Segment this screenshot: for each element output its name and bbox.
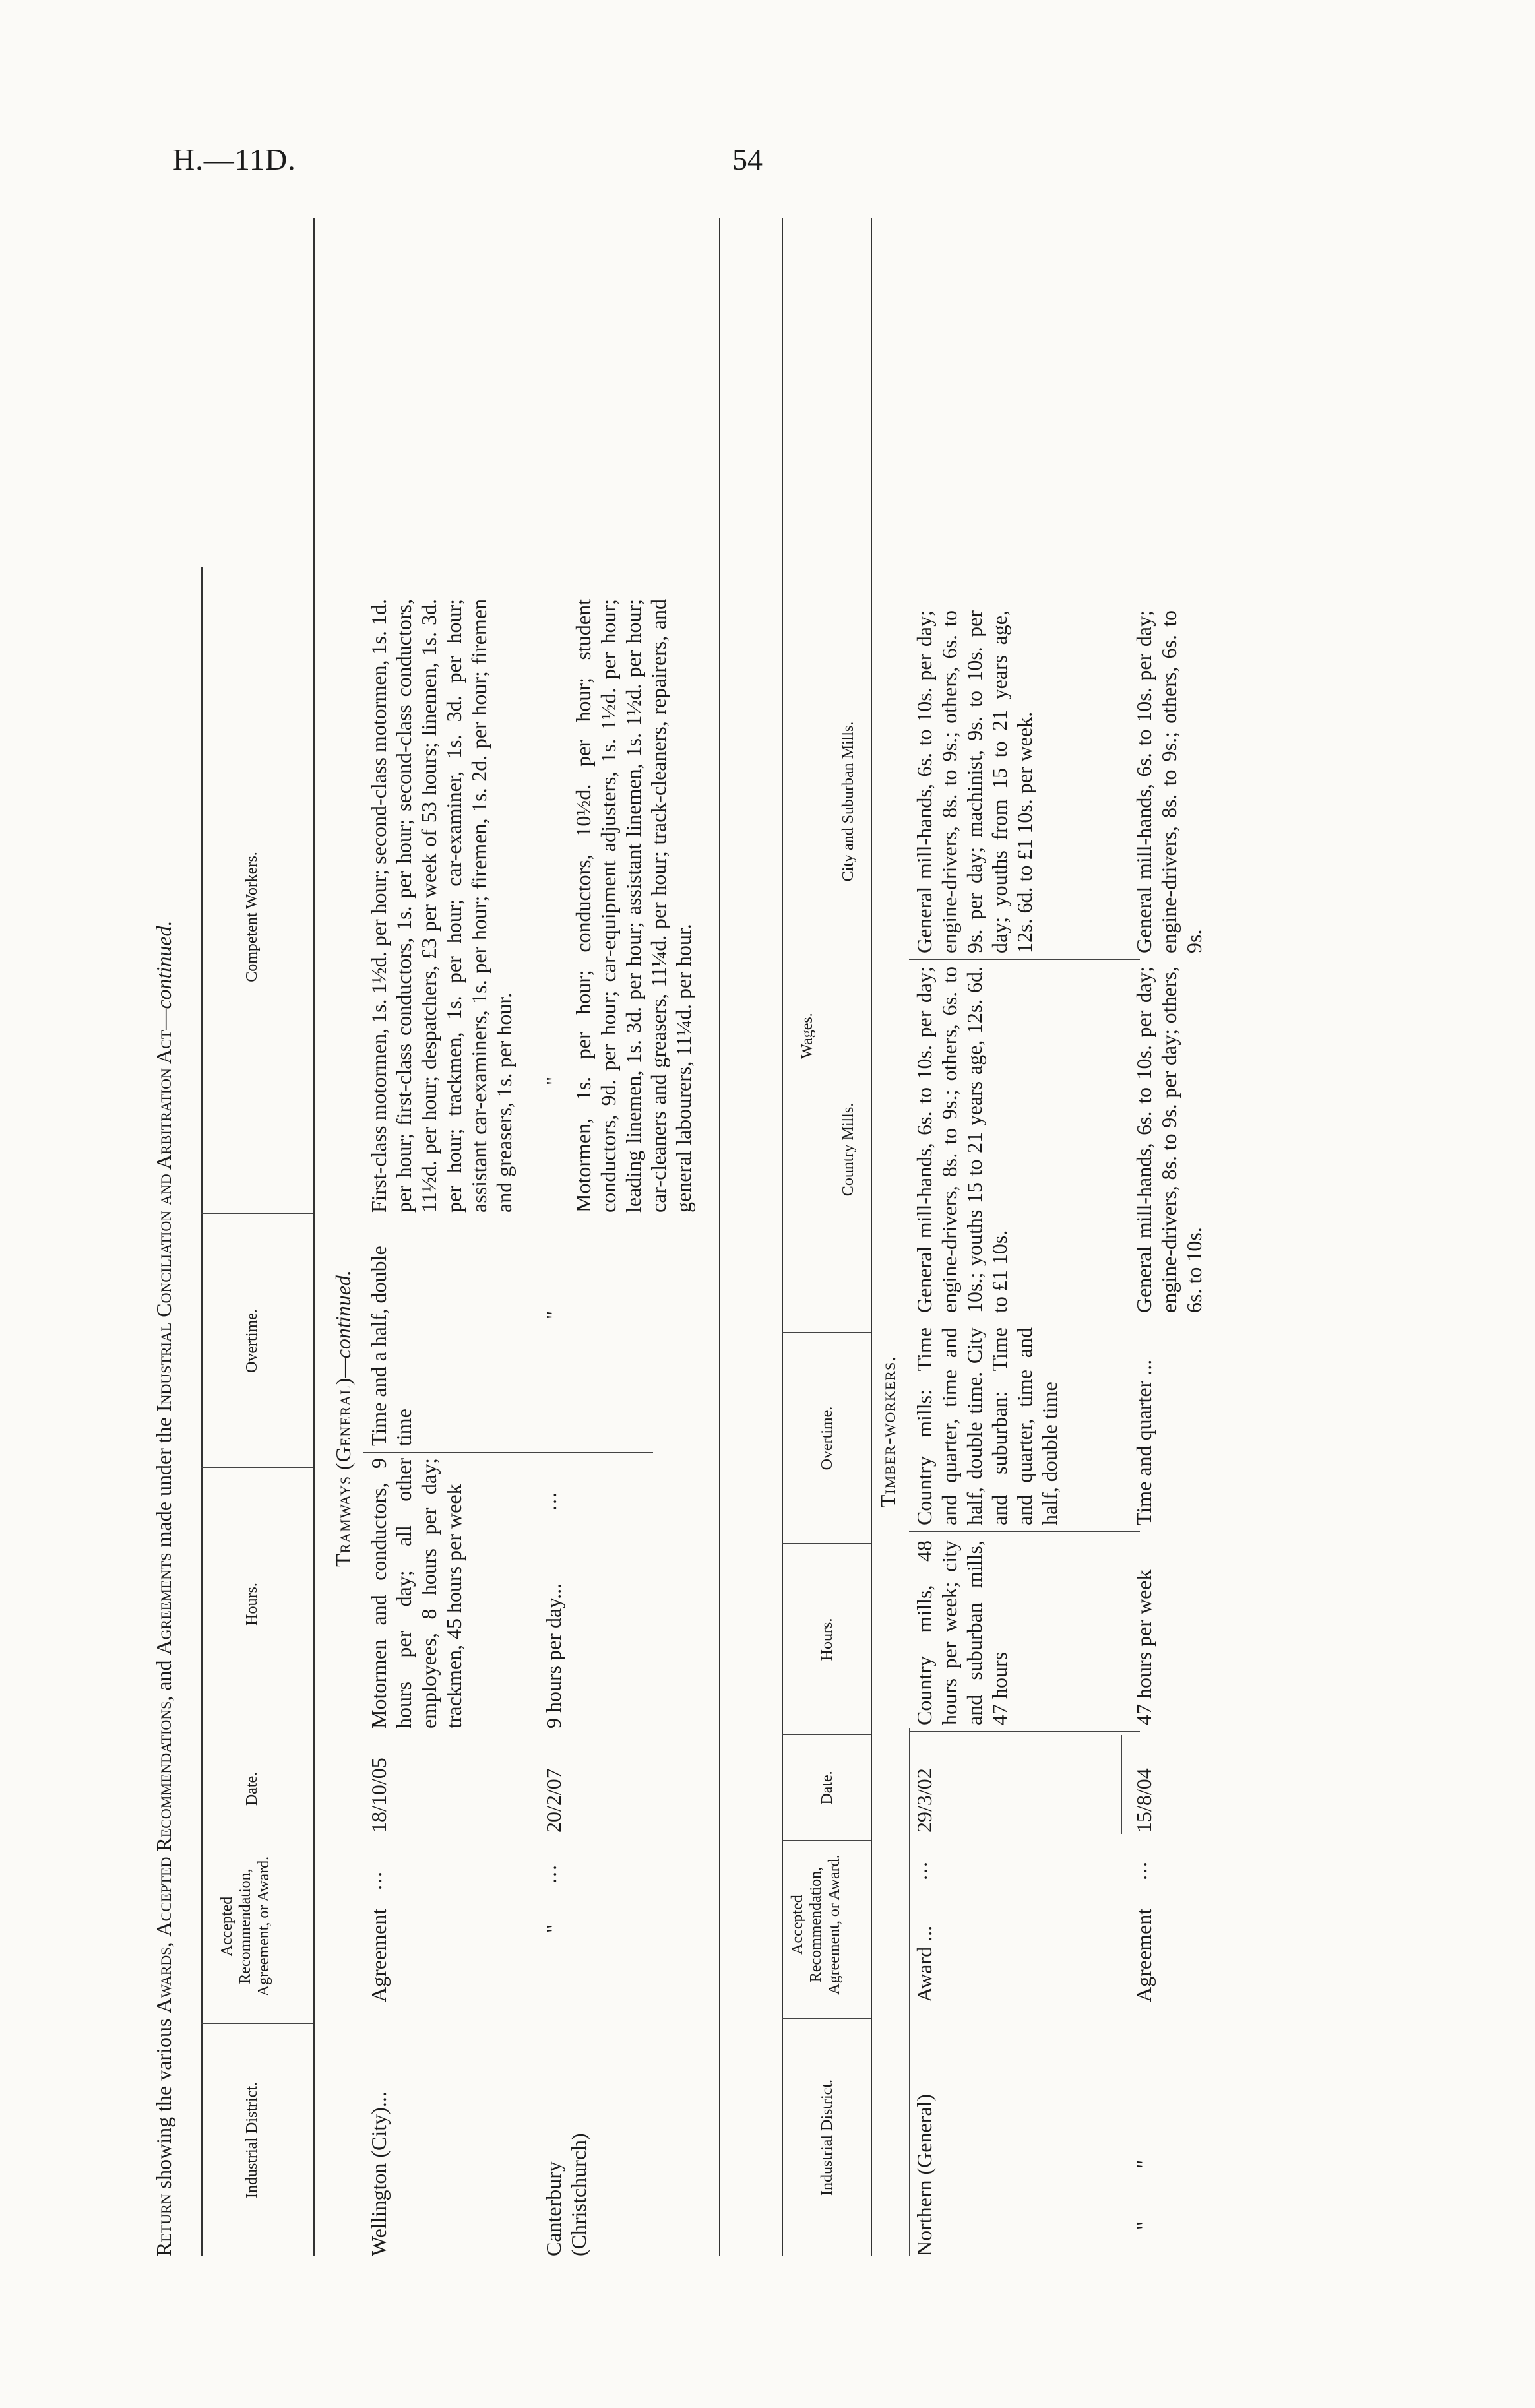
t1-row2-type: " — [542, 1924, 565, 1933]
t1-row2-overtime-mark: " — [542, 1076, 565, 1085]
t1-row1-hours: Motormen and conductors, 9 hours per day; all other employees, 8 hours per day; trackmen, 45 hours per week — [367, 1458, 466, 1728]
t2-row2-country: General mill-hands, 6s. to 10s. per day; engine-drivers, 8s. to 9s. per day; others, 6s. to 10s. — [1132, 966, 1206, 1313]
caption-act: Industrial Conciliation and Arbitration Act — [152, 1030, 175, 1412]
t2-row1-district: Northern (General) — [912, 2093, 936, 2256]
table1-top-rule — [201, 567, 203, 2256]
t2-body-div-4 — [909, 959, 1140, 960]
caption-and: , and — [152, 1655, 175, 1701]
table2-top-rule — [782, 218, 783, 2256]
t2-body-rule-b — [1121, 1735, 1122, 1834]
t2-row2-overtime: Time and quarter ... — [1132, 1359, 1156, 1525]
table2-header-rule — [871, 218, 872, 2256]
table1-bottom-rule — [719, 218, 720, 2256]
t1-row1-dots: ... — [362, 1870, 386, 1890]
t2-row2-district: " " — [1132, 2159, 1156, 2230]
t2-row1-overtime: Country mills: Time and quarter, time and half, double time. City and suburban: Time and quarter, time and half, double time — [912, 1327, 1061, 1525]
t2-header-country: Country Mills. — [840, 1102, 857, 1197]
page-series: H.—11D. — [173, 143, 296, 176]
t1-row1-overtime: Time and a half, double time — [367, 1246, 416, 1446]
t1-header-accepted: Accepted Recommendation, Agreement, or Award. — [218, 1856, 272, 1997]
t2-body-div-2 — [909, 1531, 1140, 1532]
section-timber-name: Timber-workers. — [876, 1355, 900, 1508]
t2-header-city: City and Suburban Mills. — [840, 721, 857, 882]
caption-dash: — — [152, 1009, 175, 1030]
t2-row1-country: General mill-hands, 6s. to 10s. per day; engine-drivers, 8s. to 9s.; others, 6s. to 10s.; youths 15 to 21 years age, 12s. 6d. to £1 10s. — [912, 966, 1011, 1313]
t1-row2-district: Canterbury (Christchurch) — [542, 2133, 590, 2256]
caption-accepted: Accepted Recommendations — [152, 1701, 175, 1937]
caption-awards: Awards — [152, 1947, 175, 2013]
t2-header-hours: Hours. — [819, 1618, 836, 1661]
t2-body-rule-a — [909, 1728, 910, 2256]
t2-row1-type: Award ... — [912, 1925, 936, 2002]
caption-comma: , — [152, 1936, 175, 1948]
table-caption — [152, 218, 176, 2256]
t2-row1-dots: ... — [908, 1860, 931, 1880]
t2-row2-city: General mill-hands, 6s. to 10s. per day; engine-drivers, 8s. to 9s.; others, 6s. to 9s. — [1132, 610, 1206, 953]
t1-row1-district: Wellington (City)... — [367, 2091, 391, 2256]
t2-body-div-1 — [909, 1731, 1140, 1732]
t1-header-workers: Competent Workers. — [243, 852, 261, 982]
t2-row1-city: General mill-hands, 6s. to 10s. per day; engine-drivers, 8s. to 9s.; others, 6s. to 9s. per day; machinist, 9s. to 10s. per day; youths from 15 to 21 years age, 12s. 6d. to £1 10s. per week. — [912, 610, 1036, 953]
caption-lead: Return — [152, 2194, 175, 2256]
t2-row2-hours: 47 hours per week — [1132, 1569, 1156, 1725]
t1-header-district: Industrial District. — [243, 2082, 261, 2198]
caption-agreements: Agreements — [152, 1552, 175, 1655]
t1-row1-wages: First-class motormen, 1s. 1½d. per hour; second-class motormen, 1s. 1d. per hour; first-class conductors, 1s. per hour; second-class conductors, 11½d. per hour; despatchers, £3 per week of 53 hours; linemen, 1s. 3d. per hour; trackmen, 1s. per hour; car-examiner, 1s. 3d. per hour; assistant car-examiners, 1s. per hour; firemen, 1s. 2d. per hour; firemen and greasers, 1s. per hour. — [367, 599, 516, 1213]
t1-row2-hours: 9 hours per day... — [542, 1583, 565, 1728]
section-tramways-cont: —continued. — [331, 1270, 355, 1378]
section-title-timber — [876, 607, 900, 2256]
t2-row1-date: 29/3/02 — [912, 1768, 936, 1833]
caption-text-1: showing the various — [152, 2013, 175, 2194]
section-title-tramways — [331, 581, 356, 2256]
t2-header-district: Industrial District. — [819, 2079, 836, 2196]
table1-header-rule — [313, 218, 315, 2256]
t2-row2-type: Agreement — [1132, 1908, 1156, 2002]
t1-row1-type: Agreement — [367, 1908, 391, 2002]
caption-continued: continued. — [152, 920, 175, 1009]
t2-row2-dots: ... — [1127, 1860, 1151, 1880]
t2-row2-date: 15/8/04 — [1132, 1768, 1156, 1833]
t1-row2-hours-dots: ... — [537, 1491, 561, 1511]
rotated-return-table — [152, 218, 1392, 2256]
t1-row1-date: 18/10/05 — [367, 1758, 391, 1833]
t1-header-overtime: Overtime. — [243, 1309, 261, 1373]
section-tramways-name: Tramways (General) — [331, 1377, 355, 1567]
t1-header-hours: Hours. — [243, 1583, 261, 1626]
t2-header-wages: Wages. — [799, 1013, 816, 1059]
t1-row2-wages: Motormen, 1s. per hour; conductors, 10½d. per hour; student conductors, 9d. per hour; car-equipment adjusters, 1s. 1½d. per hour; leading linemen, 1s. 3d. per hour; assistant linemen, 1s. 1½d. per hour; car-cleaners and greasers, 11¼d. per hour; track-cleaners, repairers, and general labourers, 11¼d. per hour. — [571, 599, 695, 1213]
t2-header-date: Date. — [819, 1771, 836, 1805]
t2-header-accepted: Accepted Recommendation, Agreement, or Award. — [789, 1854, 843, 1995]
caption-made: made under the — [152, 1412, 175, 1553]
t2-row1-hours: Country mills, 48 hours per week; city and suburban mills, 47 hours — [912, 1540, 1011, 1725]
t1-body-div-1 — [363, 1452, 653, 1453]
t1-row2-date: 20/2/07 — [542, 1768, 565, 1833]
t2-header-overtime: Overtime. — [819, 1406, 836, 1471]
page-number: 54 — [732, 143, 763, 176]
t1-row2-dots: ... — [537, 1864, 561, 1884]
t1-header-date: Date. — [243, 1771, 261, 1806]
t1-row2-overtime: " — [542, 1310, 565, 1319]
